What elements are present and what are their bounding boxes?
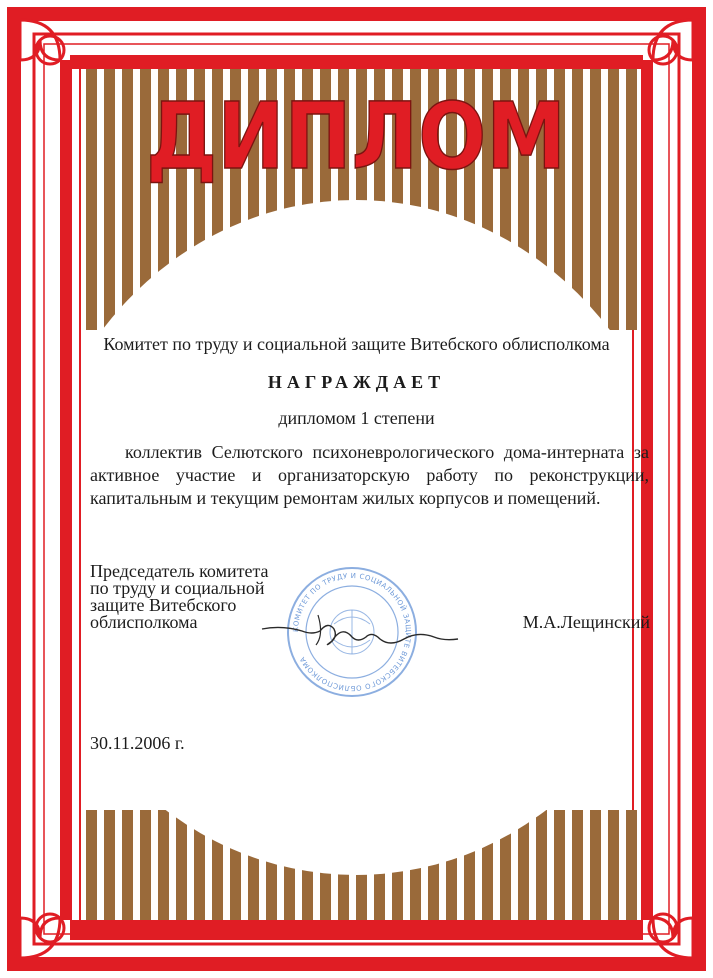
awards-heading: НАГРАЖДАЕТ: [267, 372, 446, 392]
organization-name: Комитет по труду и социальной защите Витебского облисполкома: [103, 334, 610, 354]
award-body-text: коллектив Селютского психоневрологического дома-интерната за активное участие и организаторскую работу по реконструкции, капитальным и текущим ремонтам жилых корпусов и помещений.: [90, 442, 649, 508]
diploma-title: ДИПЛОМ: [146, 83, 566, 190]
chairman-line: по труду и социальной: [90, 578, 265, 598]
chairman-line: облисполкома: [90, 612, 198, 632]
stamp-text: КОМИТЕТ ПО ТРУДУ И СОЦИАЛЬНОЙ ЗАЩИТЕ ВИТЕБСКОГО ОБЛИСПОЛКОМА: [291, 571, 413, 693]
signer-name: М.А.Лещинский: [522, 612, 650, 632]
chairman-line: защите Витебского: [90, 595, 237, 615]
issue-date: 30.11.2006 г.: [90, 733, 185, 753]
signature-icon: [258, 605, 468, 655]
chairman-line: Председатель комитета: [90, 561, 269, 581]
degree-text: дипломом 1 степени: [278, 408, 435, 428]
